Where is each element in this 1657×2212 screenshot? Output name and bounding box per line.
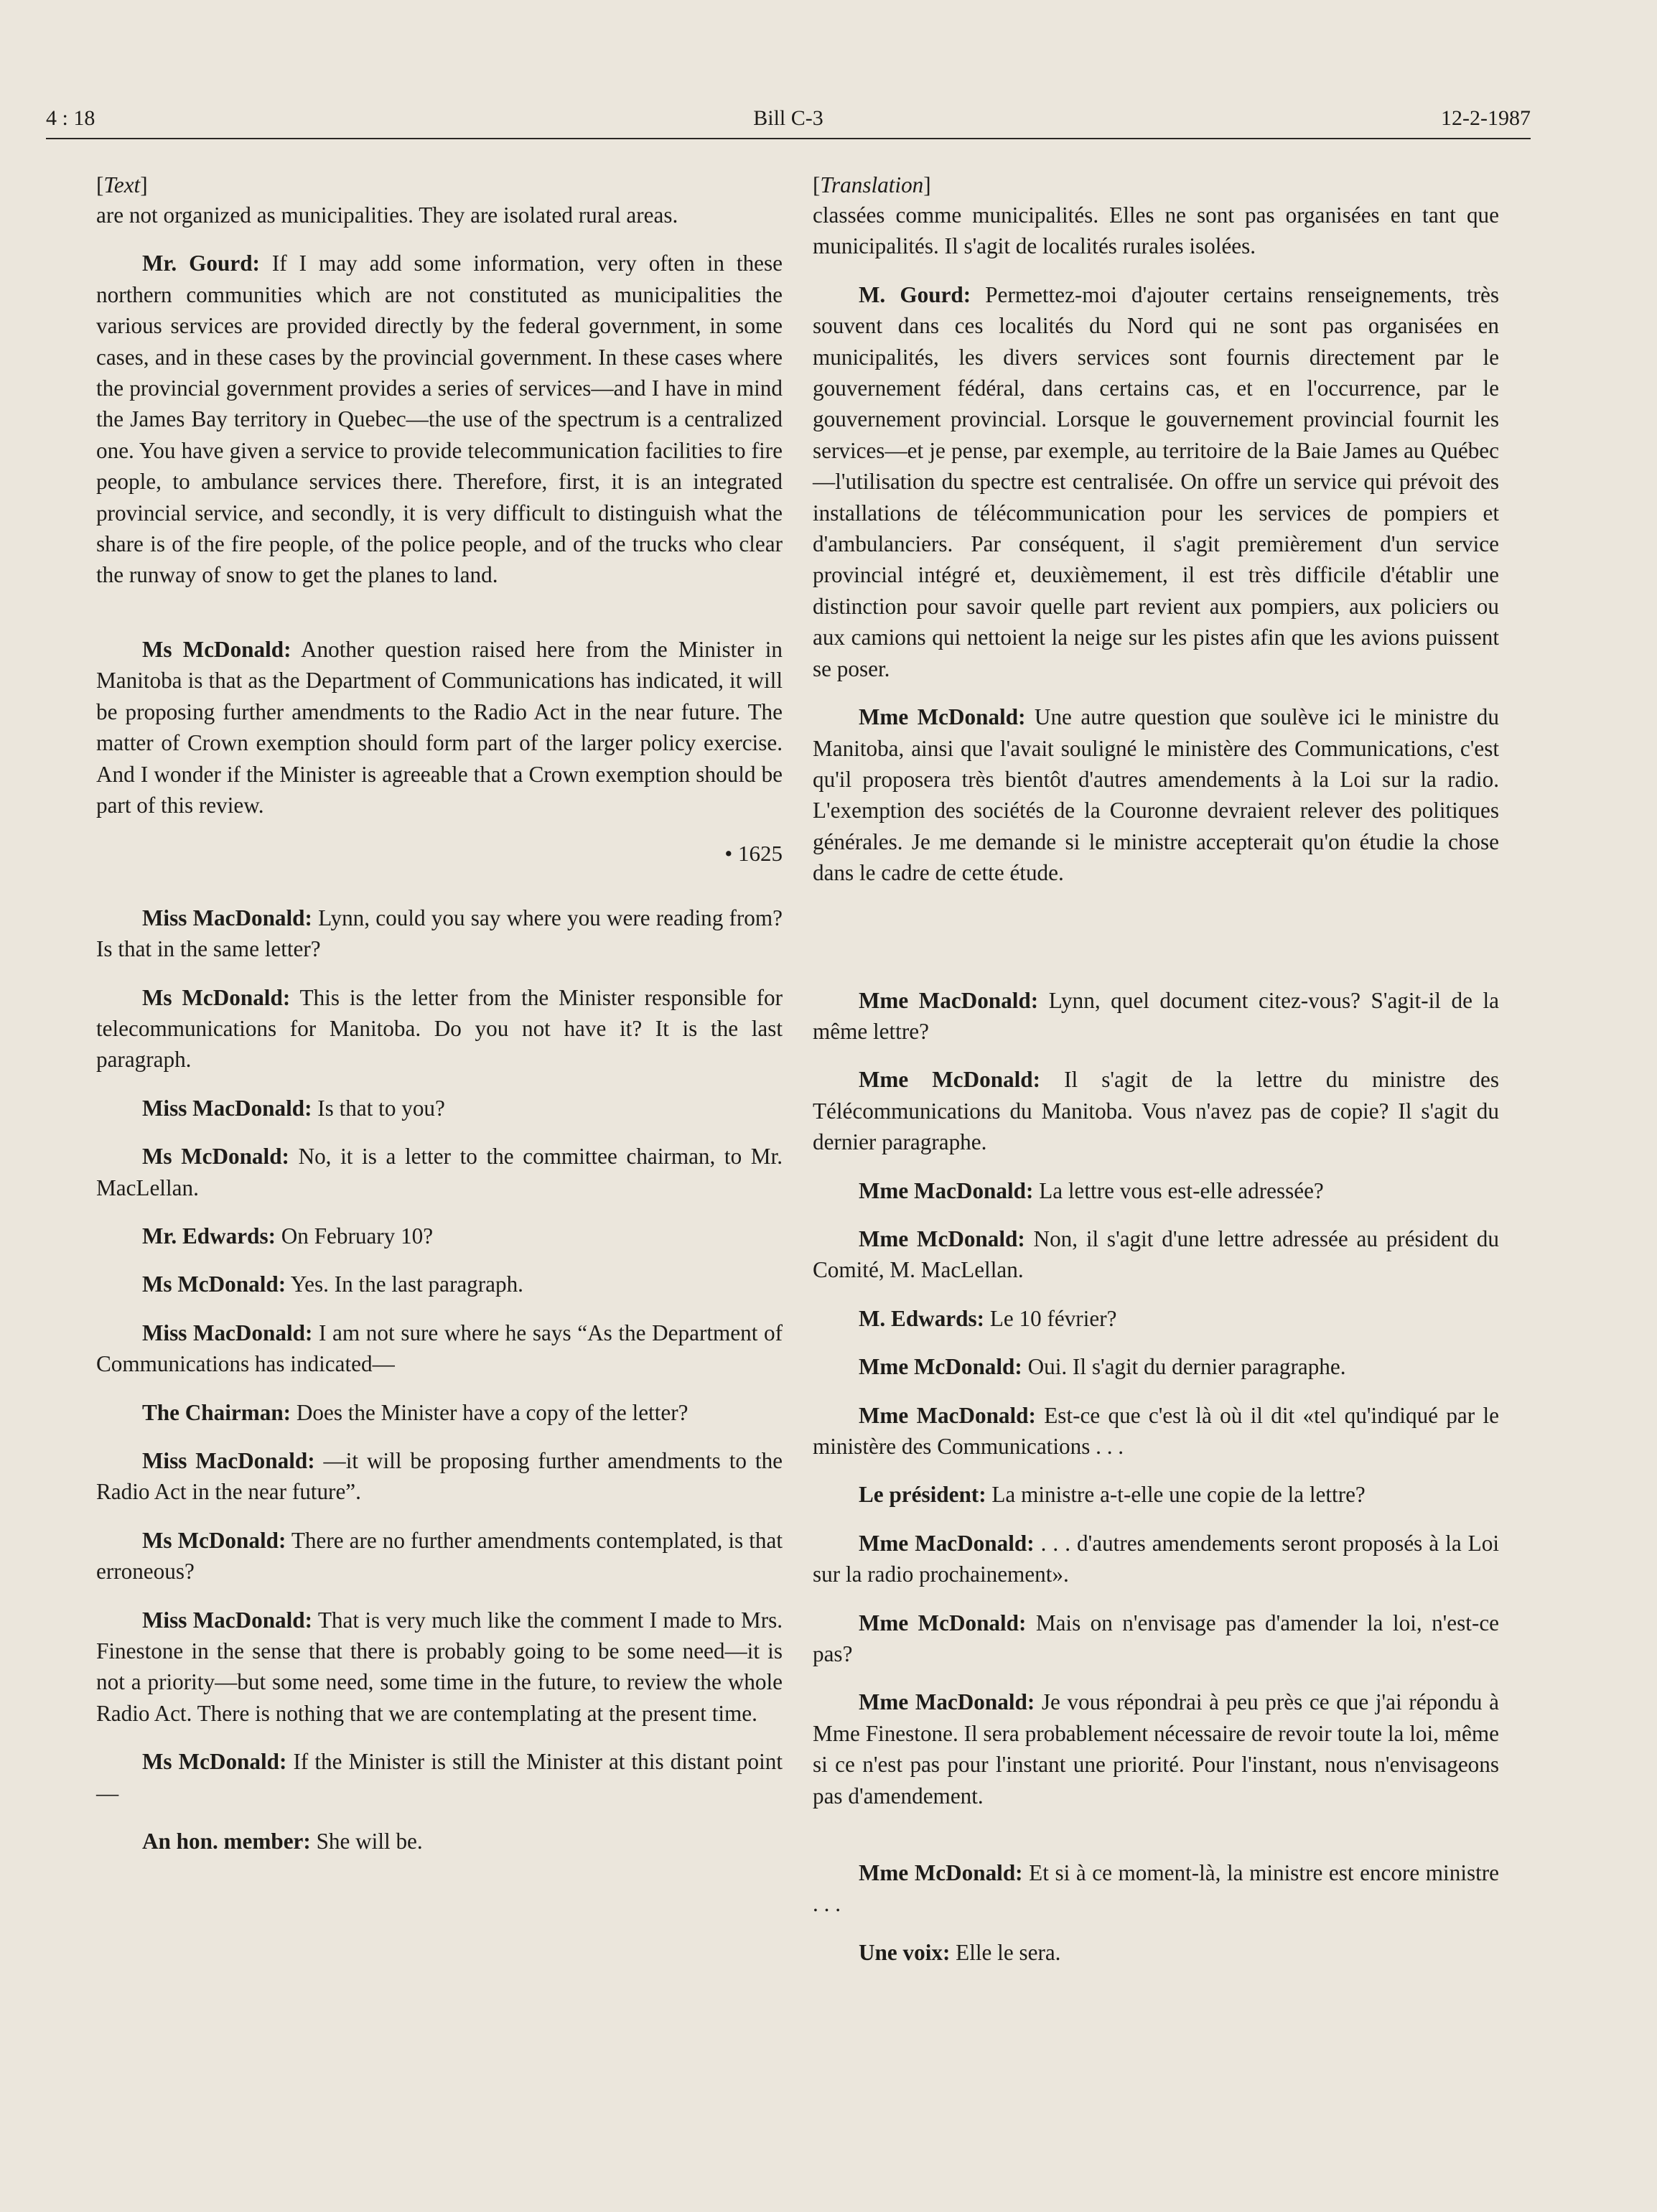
english-intro: are not organized as municipalities. They are isolated rural areas.	[96, 202, 678, 228]
speech-text: Je vous répondrai à peu près ce que j'ai répondu à Mme Finestone. Il sera probablement nécessaire de revoir toute la loi, même si ce n'est pas pour l'instant une priorité. Pour l'instant, nous n'envisageons pas d'amendement.	[813, 1689, 1499, 1809]
speaker-name: Mme MacDonald:	[859, 987, 1039, 1013]
english-paragraph-3	[96, 902, 783, 965]
speech-text: Mais on n'envisage pas d'amender la loi, n'est-ce pas?	[813, 1610, 1500, 1667]
speech-text: This is the letter from the Minister responsible for telecommunications for Manitoba. Do you not have it? It is the last paragraph.	[96, 984, 783, 1073]
speaker-name: Mme McDonald:	[859, 1610, 1027, 1635]
speaker-name: Miss MacDonald:	[142, 1448, 315, 1473]
speech-text: Elle le sera.	[956, 1939, 1061, 1965]
speaker-name: Miss MacDonald:	[142, 1607, 313, 1633]
french-paragraph-8	[813, 1351, 1499, 1382]
english-paragraph-11	[96, 1445, 783, 1508]
english-paragraph-15	[96, 1826, 783, 1857]
french-intro: classées comme municipalités. Elles ne sont pas organisées en tant que municipalités. Il s'agit de localités rurales isolées.	[813, 202, 1499, 259]
page-number: 4 : 18	[46, 106, 95, 130]
speech-text: Il s'agit de la lettre du ministre des Télécommunications du Manitoba. Vous n'avez pas de copie? Il s'agit du dernier paragraphe.	[813, 1067, 1500, 1155]
english-paragraph-8	[96, 1269, 783, 1299]
french-column	[813, 171, 1499, 1985]
page-title: Bill C-3	[753, 106, 823, 130]
speech-text: If I may add some information, very often in these northern communities which are not constituted as municipalities the various services are provided directly by the federal government, in some cases, and in these cases by the provincial government. In these cases where the provincial government provides a series of services—and I have in mind the James Bay territory in Quebec—the use of the spectrum is a centralized one. You have given a service to provide telecommunication facilities to fire people, to ambulance services there. Therefore, first, it is an integrated provincial service, and secondly, it is very difficult to distinguish what the share is of the fire people, of the police people, and of the trucks who clear the runway of snow to get the planes to land.	[96, 251, 783, 588]
english-paragraph-9	[96, 1317, 783, 1380]
english-column-label: [Text]	[96, 172, 148, 197]
speaker-name: Le président:	[859, 1482, 986, 1508]
speech-text: Another question raised here from the Minister in Manitoba is that as the Department of Communications has indicated, it will be proposing further amendments to the Radio Act in the near future. The matter of Crown exemption should form part of the larger policy exercise. And I wonder if the Minister is agreeable that a Crown exemption should be part of this review.	[96, 636, 783, 818]
speech-text: I am not sure where he says “As the Department of Communications has indicated—	[96, 1320, 783, 1377]
speech-text: Lynn, quel document citez-vous? S'agit-il de la même lettre?	[813, 987, 1499, 1044]
french-paragraph-4	[813, 1064, 1499, 1157]
speaker-name: Miss MacDonald:	[142, 905, 312, 930]
speech-text: Est-ce que c'est là où il dit «tel qu'indiqué par le ministère des Communications . . .	[813, 1402, 1499, 1459]
speaker-name: Mme MacDonald:	[859, 1689, 1035, 1715]
french-paragraph-2	[813, 701, 1499, 888]
french-column-label: [Translation]	[813, 172, 931, 197]
french-paragraph-9	[813, 1400, 1499, 1462]
french-paragraph-1	[813, 279, 1499, 684]
speaker-name: Ms McDonald:	[142, 1271, 286, 1297]
speech-text: Does the Minister have a copy of the letter?	[296, 1399, 689, 1425]
speech-text: She will be.	[316, 1829, 423, 1854]
english-paragraph-13	[96, 1605, 783, 1730]
english-column	[96, 171, 783, 1874]
speaker-name: Mme MacDonald:	[859, 1177, 1034, 1203]
speaker-name: Miss MacDonald:	[142, 1095, 312, 1121]
speech-text: Permettez-moi d'ajouter certains renseignements, très souvent dans ces localités du Nord qui ne sont pas organisées en municipalités, les divers services sont fournis directement par le gouvernement fédéral, dans certains cas, et en l'occurrence, par le gouvernement provincial. Lorsque le gouvernement provincial fournit les services—et je pense, par exemple, au territoire de la Baie James au Québec—l'utilisation du spectre est centralisée. On offre un service qui prévoit des installations de télécommunication pour les services de pompiers et d'ambulanciers. Par conséquent, il s'agit premièrement d'un service provincial intégré et, deuxièmement, il est très difficile d'établir une distinction pour savoir quelle part revient aux pompiers, aux policiers ou aux camions qui nettoient la neige sur les pistes afin que les avions puissent se poser.	[813, 281, 1499, 681]
page-header	[46, 102, 1531, 139]
speaker-name: Mme McDonald:	[859, 1860, 1023, 1886]
speaker-name: Mme McDonald:	[859, 1067, 1041, 1093]
french-paragraph-10	[813, 1479, 1499, 1510]
speech-text: There are no further amendments contemplated, is that erroneous?	[96, 1527, 783, 1585]
speaker-name: Mr. Edwards:	[142, 1223, 276, 1249]
english-paragraph-14	[96, 1746, 783, 1809]
speaker-name: Ms McDonald:	[142, 1749, 287, 1775]
french-paragraph-12	[813, 1607, 1499, 1670]
english-paragraph-4	[96, 982, 783, 1075]
speech-text: Une autre question que soulève ici le ministre du Manitoba, ainsi que l'avait souligné le ministère des Communications, c'est qu'il proposera très bientôt d'autres amendements à la Loi sur la radio. L'exemption des sociétés de la Couronne devraient relever des politiques générales. Je me demande si le ministre accepterait qu'on étudie la chose dans le cadre de cette étude.	[813, 704, 1499, 886]
speech-text: La lettre vous est-elle adressée?	[1039, 1177, 1324, 1203]
english-paragraph-1	[96, 248, 783, 590]
speech-text: Et si à ce moment-là, la ministre est encore ministre . . .	[813, 1860, 1500, 1917]
speaker-name: Mme McDonald:	[859, 1354, 1022, 1380]
speech-text: La ministre a-t-elle une copie de la lettre?	[991, 1482, 1366, 1508]
speaker-name: Miss MacDonald:	[142, 1320, 313, 1345]
speaker-name: Ms McDonald:	[142, 1527, 286, 1553]
french-paragraph-13	[813, 1686, 1499, 1811]
speech-text: . . . d'autres amendements seront proposés à la Loi sur la radio prochainement».	[813, 1530, 1499, 1587]
english-paragraph-6	[96, 1141, 783, 1203]
speaker-name: M. Gourd:	[859, 281, 971, 307]
speech-text: No, it is a letter to the committee chairman, to Mr. MacLellan.	[96, 1144, 783, 1200]
speech-text: On February 10?	[281, 1223, 434, 1249]
speech-text: If the Minister is still the Minister at this distant point—	[96, 1749, 783, 1806]
speaker-name: Mr. Gourd:	[142, 251, 260, 276]
speaker-name: Mme MacDonald:	[859, 1530, 1035, 1556]
speaker-name: Une voix:	[859, 1939, 951, 1965]
french-paragraph-7	[813, 1303, 1499, 1334]
speech-text: —it will be proposing further amendments to the Radio Act in the near future”.	[96, 1448, 783, 1505]
speaker-name: Ms McDonald:	[142, 984, 291, 1010]
speaker-name: Mme McDonald:	[859, 1226, 1025, 1251]
speech-text: Lynn, could you say where you were reading from? Is that in the same letter?	[96, 905, 783, 962]
speaker-name: M. Edwards:	[859, 1305, 985, 1331]
french-paragraph-6	[813, 1223, 1499, 1286]
speech-text: Is that to you?	[317, 1095, 445, 1121]
speaker-name: Ms McDonald:	[142, 1144, 289, 1170]
speech-text: Le 10 février?	[989, 1305, 1117, 1331]
speaker-name: The Chairman:	[142, 1399, 291, 1425]
speaker-name: Mme McDonald:	[859, 704, 1026, 730]
page-date: 12-2-1987	[1441, 106, 1531, 130]
speaker-name: Ms McDonald:	[142, 636, 291, 662]
french-paragraph-15	[813, 1937, 1499, 1968]
english-paragraph-12	[96, 1525, 783, 1587]
french-paragraph-3	[813, 985, 1499, 1047]
speech-text: Oui. Il s'agit du dernier paragraphe.	[1027, 1354, 1346, 1380]
speech-text: Yes. In the last paragraph.	[290, 1271, 523, 1297]
english-paragraph-2	[96, 634, 783, 821]
french-paragraph-5	[813, 1175, 1499, 1206]
english-paragraph-7	[96, 1221, 783, 1251]
speech-text: That is very much like the comment I made to Mrs. Finestone in the sense that there is probably going to be some need—it is not a priority—but some need, some time in the future, to review the whole Radio Act. There is nothing that we are contemplating at the present time.	[96, 1607, 783, 1726]
french-paragraph-11	[813, 1528, 1499, 1590]
speaker-name: An hon. member:	[142, 1829, 311, 1854]
time-marker: • 1625	[724, 841, 783, 867]
speech-text: Non, il s'agit d'une lettre adressée au président du Comité, M. MacLellan.	[813, 1226, 1499, 1283]
english-paragraph-5	[96, 1093, 783, 1124]
english-paragraph-10	[96, 1397, 783, 1428]
speaker-name: Mme MacDonald:	[859, 1402, 1036, 1428]
french-paragraph-14	[813, 1857, 1499, 1920]
